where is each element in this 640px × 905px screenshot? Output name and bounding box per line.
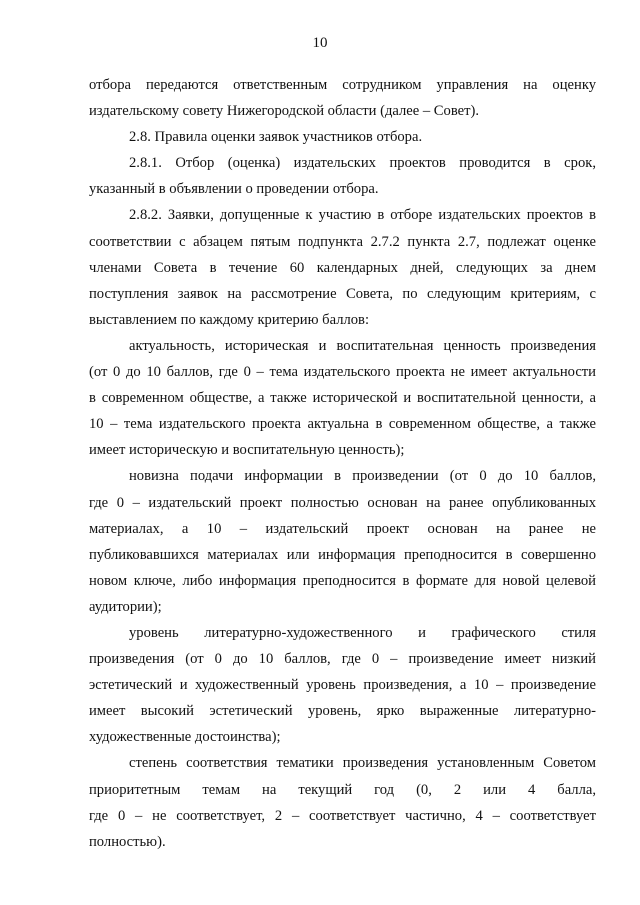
text-line: степень соответствия тематики произведения установленным Советом [129, 755, 596, 772]
text-line: соответствии с абзацем пятым подпункта 2.7.2 пункта 2.7, подлежат оценке [89, 233, 596, 250]
text-line: отбора передаются ответственным сотрудником управления на оценку [89, 77, 596, 93]
paragraph [89, 463, 596, 620]
text-line: выставлением по каждому критерию баллов: [89, 311, 370, 328]
text-line: аудитории); [89, 598, 162, 615]
text-line: 10 – тема издательского проекта актуальна в современном обществе, а также [89, 416, 596, 433]
text-line: 2.8.2. Заявки, допущенные к участию в отборе издательских проектов в [129, 207, 596, 224]
text-line: имеет высокий эстетический уровень, ярко выраженные литературно- [89, 703, 596, 720]
text-line: художественные достоинства); [89, 729, 281, 746]
text-line: публиковавшихся материалах или информация преподносится в совершенно [89, 546, 596, 563]
text-line: приоритетным темам на текущий год (0, 2 или 4 балла, [89, 781, 596, 798]
text-line: 2.8. Правила оценки заявок участников отбора. [129, 129, 423, 146]
paragraph [89, 72, 596, 124]
text-line: уровень литературно-художественного и графического стиля [129, 624, 596, 641]
text-line: эстетический и художественный уровень произведения, а 10 – произведение [89, 677, 596, 694]
text-line: издательскому совету Нижегородской области (далее – Совет). [89, 103, 480, 120]
text-line: (от 0 до 10 баллов, где 0 – тема издательского проекта не имеет актуальности [89, 364, 596, 381]
paragraph [89, 124, 596, 150]
page-number: 10 [312, 35, 328, 51]
text-line: материалах, а 10 – издательский проект основан на ранее не [89, 520, 596, 537]
text-line: в современном обществе, а также исторической и воспитательной ценности, а [89, 390, 596, 407]
paragraph [89, 750, 596, 854]
text-line: полностью). [89, 833, 166, 850]
text-line: актуальность, историческая и воспитательная ценность произведения [129, 337, 596, 354]
text-line: новизна подачи информации в произведении (от 0 до 10 баллов, [129, 468, 596, 485]
text-line: поступления заявок на рассмотрение Совета, по следующим критериям, с [89, 285, 596, 302]
text-line: указанный в объявлении о проведении отбора. [89, 181, 379, 198]
paragraph [89, 620, 596, 750]
text-line: где 0 – не соответствует, 2 – соответствует частично, 4 – соответствует [89, 807, 596, 824]
paragraph [89, 150, 596, 202]
text-line: где 0 – издательский проект полностью основан на ранее опубликованных [89, 494, 596, 511]
paragraph [89, 202, 596, 332]
paragraph [89, 333, 596, 463]
text-line: имеет историческую и воспитательную ценность); [89, 442, 405, 459]
text-line: 2.8.1. Отбор (оценка) издательских проектов проводится в срок, [129, 155, 596, 172]
text-line: произведения (от 0 до 10 баллов, где 0 – произведение имеет низкий [89, 651, 596, 668]
document-body [89, 72, 596, 855]
text-line: новом ключе, либо информация преподносится в формате для новой целевой [89, 572, 596, 589]
text-line: членами Совета в течение 60 календарных дней, следующих за днем [89, 259, 596, 276]
